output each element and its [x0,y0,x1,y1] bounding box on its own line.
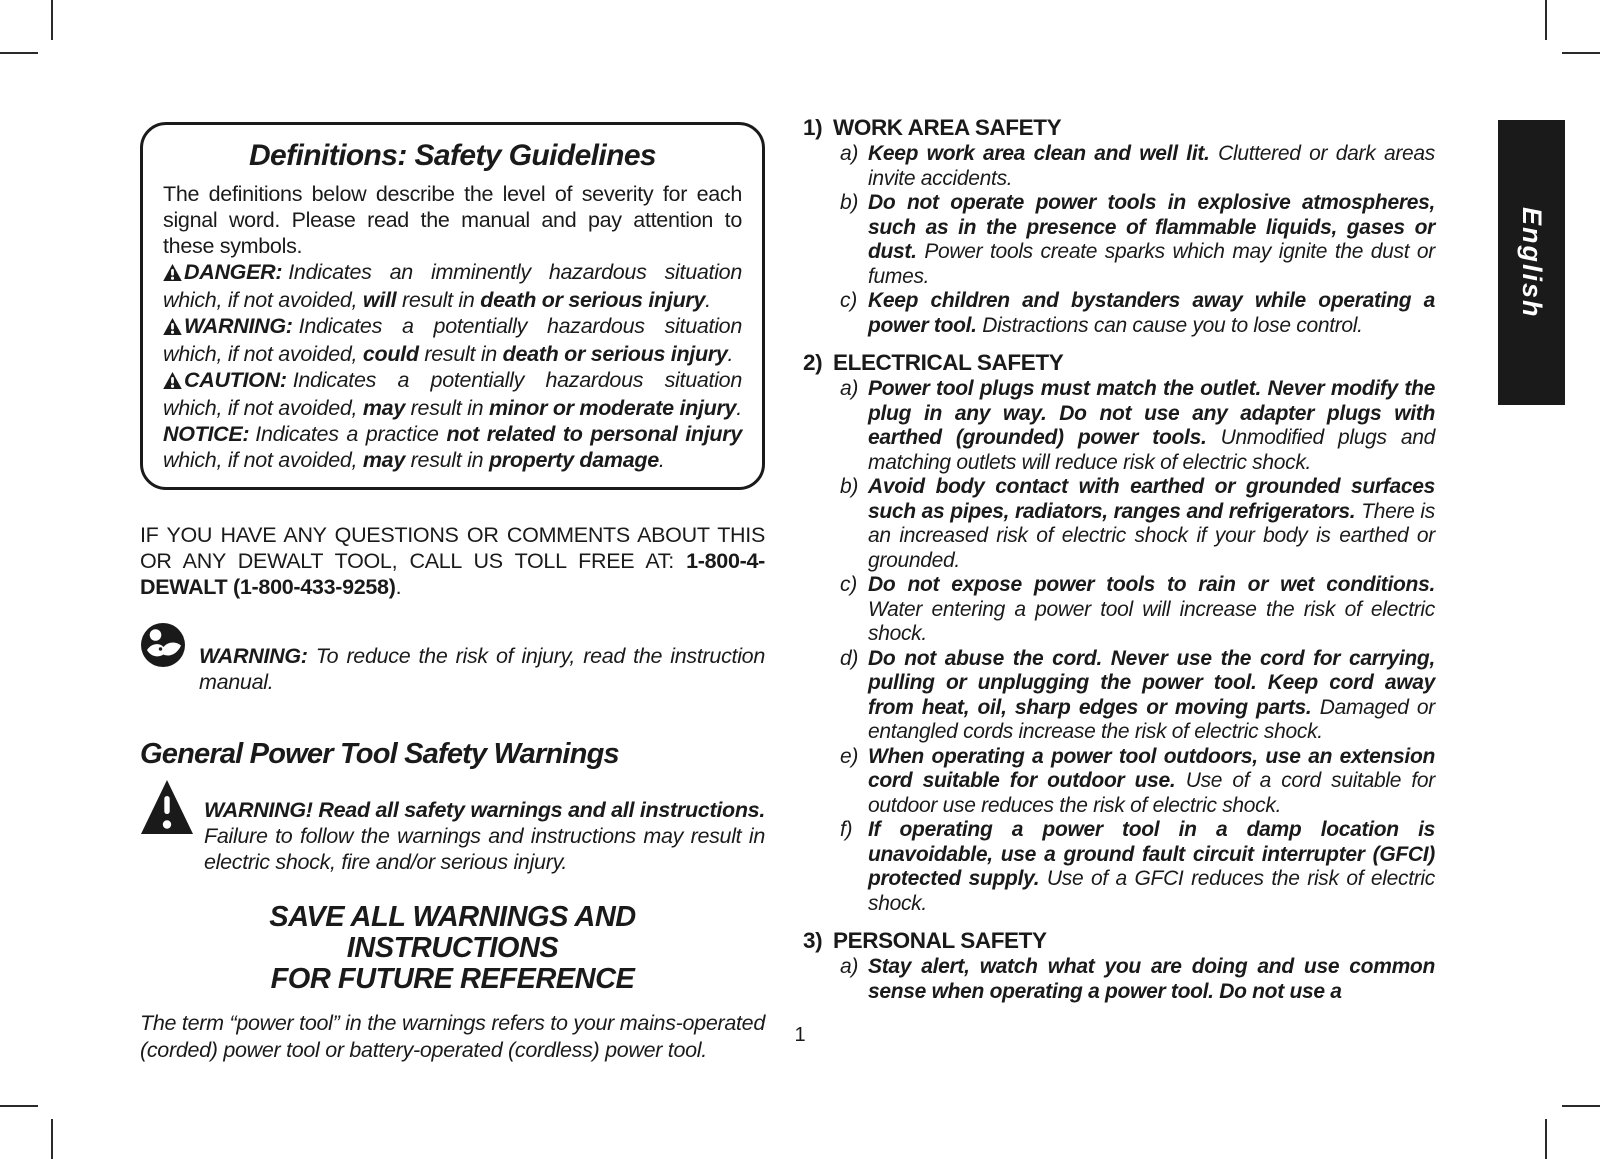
section-heading [803,927,1435,954]
signal-word: CAUTION: [184,368,287,392]
section-title: WORK AREA SAFETY [833,115,1062,140]
save-warnings-line: FOR FUTURE REFERENCE [270,962,635,995]
safety-item: f) If operating a power tool in a damp location is unavoidable, use a ground fault circuit interrupter (GFCI) protected supply. Use of a GFCI reduces the risk of electric shock. [840,818,1435,915]
definitions-intro: The definitions below describe the level of severity for each signal word. Please read the manual and pay attention to these symbols. [163,182,742,258]
definitions-box [140,122,765,490]
save-warnings-heading [140,902,765,995]
general-warnings-title: General Power Tool Safety Warnings [140,737,619,770]
signal-word: NOTICE: [163,422,250,446]
read-manual-icon [140,622,186,673]
section-title: PERSONAL SAFETY [833,928,1047,953]
crop-mark [1562,1105,1600,1107]
crop-mark [1562,52,1600,54]
definition-warning [163,313,742,367]
section-title: ELECTRICAL SAFETY [833,350,1064,375]
read-manual-warning [140,622,765,717]
section-personal-safety [803,927,1435,1004]
crop-mark [1545,0,1547,40]
section-number: 2) [803,350,823,375]
warning-triangle-icon [140,779,194,897]
safety-item: e) When operating a power tool outdoors, use an extension cord suitable for outdoor use. Use of a cord suitable for outdoor use reduces the risk of electric shock. [840,744,1435,817]
section-number: 1) [803,115,823,140]
definition-caution [163,367,742,421]
crop-mark [1545,1119,1547,1159]
language-tab-english [1498,120,1565,405]
warning-triangle-icon [163,369,182,395]
section-number: 3) [803,928,823,953]
save-warnings-line: INSTRUCTIONS [346,931,559,964]
read-manual-text: WARNING: To reduce the risk of injury, read the instruction manual. [199,644,765,694]
definition-text: Indicates a potentially hazardous situation which, if not avoided, may result in minor or moderate injury. [163,368,742,420]
warning-triangle-icon [163,315,182,341]
definition-notice [163,421,742,473]
general-warning-text: WARNING! Read all safety warnings and all instructions. Failure to follow the warnings and instructions may result in electric shock, fire and/or serious injury. [204,798,765,874]
crop-mark [0,1105,38,1107]
definition-text: Indicates a practice not related to personal injury which, if not avoided, may result in property damage. [163,422,742,472]
safety-item: a) Keep work area clean and well lit. Cluttered or dark areas invite accidents. [840,142,1435,190]
warning-triangle-icon [163,261,182,287]
section-electrical-safety [803,349,1435,916]
safety-item: b) Avoid body contact with earthed or grounded surfaces such as pipes, radiators, ranges and refrigerators. There is an increased risk of electric shock if your body is earthed or grounded. [840,475,1435,572]
safety-item: b) Do not operate power tools in explosive atmospheres, such as in the presence of flammable liquids, gases or dust. Power tools create sparks which may ignite the dust or fumes. [840,191,1435,288]
questions-paragraph: IF YOU HAVE ANY QUESTIONS OR COMMENTS ABOUT THIS OR ANY DEWALT TOOL, CALL US TOLL FREE AT: 1-800-4-DEWALT (1-800-433-9258). [140,523,765,599]
safety-item: d) Do not abuse the cord. Never use the cord for carrying, pulling or unplugging the power tool. Keep cord away from heat, oil, sharp edges or moving parts. Damaged or entangled cords increase the risk of electric shock. [840,646,1436,743]
definition-danger [163,259,742,313]
signal-word: WARNING: [184,314,293,338]
safety-item: c) Keep children and bystanders away while operating a power tool. Distractions can cause you to lose control. [840,289,1435,337]
power-tool-term-note: The term “power tool” in the warnings refers to your mains-operated (corded) power tool or battery-operated (cordless) power tool. [140,1010,765,1062]
safety-item: a) Stay alert, watch what you are doing and use common sense when operating a power tool. Do not use a [840,955,1435,1003]
safety-item: c) Do not expose power tools to rain or wet conditions. Water entering a power tool will increase the risk of electric shock. [840,573,1435,645]
right-column [803,114,1435,1015]
definition-text: Indicates a potentially hazardous situation which, if not avoided, could result in death or serious injury. [163,314,742,366]
crop-mark [51,1119,53,1159]
definition-text: Indicates an imminently hazardous situation which, if not avoided, will result in death or serious injury. [163,260,742,312]
language-tab-label: English [1517,206,1547,319]
definitions-title: Definitions: Safety Guidelines [248,139,657,172]
section-heading [803,114,1435,141]
section-heading [803,349,1435,376]
section-work-area-safety [803,114,1435,338]
general-warning-block [140,776,765,897]
page-number: 1 [794,1024,806,1046]
signal-word: DANGER: [184,260,283,284]
safety-item: a) Power tool plugs must match the outlet. Never modify the plug in any way. Do not use any adapter plugs with earthed (grounded) power tools. Unmodified plugs and matching outlets will reduce risk of electric shock. [840,377,1435,474]
left-column [140,122,765,1085]
crop-mark [51,0,53,40]
save-warnings-line: SAVE ALL WARNINGS AND [269,900,636,933]
crop-mark [0,52,38,54]
